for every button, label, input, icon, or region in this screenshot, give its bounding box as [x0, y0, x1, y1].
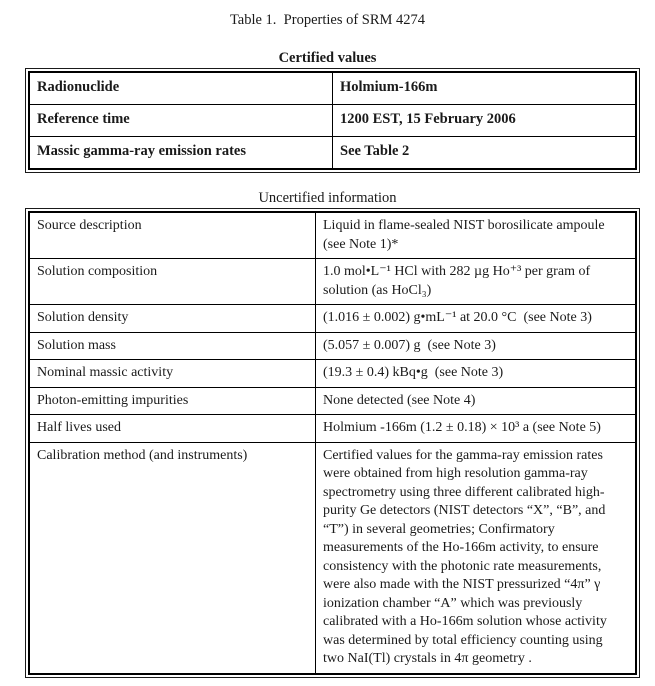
uncertified-information-table: [28, 211, 637, 675]
row-label-cell: Nominal massic activity: [29, 360, 316, 388]
row-value-cell: Certified values for the gamma-ray emission rates were obtained from high resolution gamma-ray spectrometry using three different calibrated high-purity Ge detectors (NIST detectors “X”, “B”, and “T”) in several geometries; Confirmatory measurements of the Ho-166m activity, to ensure consistency with the photonic rate measurements, were also made with the NIST pressurized “4π” γ ionization chamber “A” which was previously calibrated with a Ho-166m solution whose activity was determined by total efficiency counting using two NaI(Tl) crystals in 4π geometry .: [316, 442, 637, 674]
row-value-cell: (5.057 ± 0.007) g (see Note 3): [316, 332, 637, 360]
row-value-cell: Holmium-166m: [333, 72, 637, 105]
row-value-cell: See Table 2: [333, 137, 637, 170]
row-label-cell: Radionuclide: [29, 72, 333, 105]
table-row: [29, 259, 636, 305]
row-label-cell: Solution composition: [29, 259, 316, 305]
table-row: [29, 137, 636, 170]
row-label-cell: Source description: [29, 212, 316, 259]
table-row: [29, 387, 636, 415]
row-label-cell: Half lives used: [29, 415, 316, 443]
table-row: [29, 442, 636, 674]
certified-table-caption: Certified values: [278, 50, 377, 66]
row-label-cell: Massic gamma-ray emission rates: [29, 137, 333, 170]
row-value-cell: 1.0 mol•L⁻¹ HCl with 282 µg Ho⁺³ per gram of solution (as HoCl₃): [316, 259, 637, 305]
table-row: [29, 415, 636, 443]
row-value-cell: Holmium -166m (1.2 ± 0.18) × 10³ a (see Note 5): [316, 415, 637, 443]
table-row: [29, 305, 636, 333]
certified-values-table-border: [25, 68, 640, 173]
row-value-cell: 1200 EST, 15 February 2006: [333, 105, 637, 137]
row-value-cell: (1.016 ± 0.002) g•mL⁻¹ at 20.0 °C (see Note 3): [316, 305, 637, 333]
table-row: [29, 332, 636, 360]
uncertified-table-caption: Uncertified information: [258, 190, 397, 206]
row-value-cell: (19.3 ± 0.4) kBq•g (see Note 3): [316, 360, 637, 388]
table-row: [29, 360, 636, 388]
uncertified-information-table-border: [25, 208, 640, 678]
page-title: Table 1. Properties of SRM 4274: [229, 12, 426, 28]
row-value-cell: Liquid in flame-sealed NIST borosilicate ampoule (see Note 1)*: [316, 212, 637, 259]
row-label-cell: Reference time: [29, 105, 333, 137]
row-label-cell: Solution density: [29, 305, 316, 333]
row-label-cell: Photon-emitting impurities: [29, 387, 316, 415]
row-value-cell: None detected (see Note 4): [316, 387, 637, 415]
certified-values-table: [28, 71, 637, 170]
table-row: [29, 105, 636, 137]
table-row: [29, 72, 636, 105]
row-label-cell: Solution mass: [29, 332, 316, 360]
row-label-cell: Calibration method (and instruments): [29, 442, 316, 674]
table-row: [29, 212, 636, 259]
